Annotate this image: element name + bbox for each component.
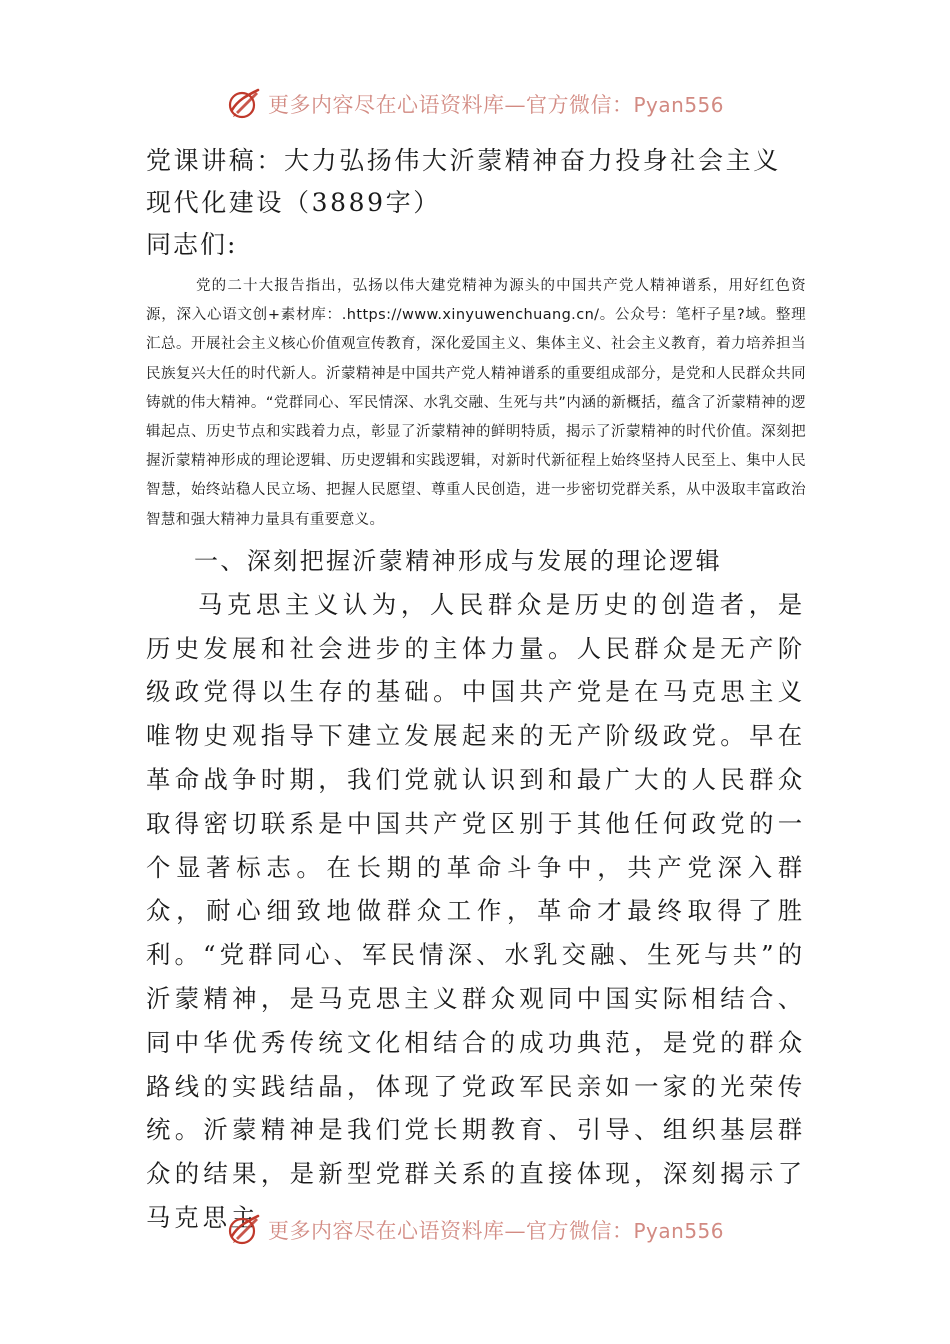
banner-slogan: 更多内容尽在心语资料库—官方微信：	[267, 93, 634, 117]
document-salutation: 同志们:	[146, 230, 238, 259]
pen-circle-logo-icon	[226, 1212, 262, 1248]
footer-banner	[0, 1210, 950, 1250]
document-title: 党课讲稿：大力弘扬伟大沂蒙精神奋力投身社会主义现代化建设（3889字）	[146, 146, 781, 217]
section-1-paragraph: 马克思主义认为，人民群众是历史的创造者，是历史发展和社会进步的主体力量。人民群众是无产阶级政党得以生存的基础。中国共产党是在马克思主义唯物史观指导下建立发展起来的无产阶级政党。早在革命战争时期，我们党就认识到和最广大的人民群众取得密切联系是中国共产党区别于其他任何政党的一个显著标志。在长期的革命斗争中，共产党深入群众，耐心细致地做群众工作，革命才最终取得了胜利。“党群同心、军民情深、水乳交融、生死与共”的沂蒙精神，是马克思主义群众观同中国实际相结合、同中华优秀传统文化相结合的成功典范，是党的群众路线的实践结晶，体现了党政军民亲如一家的光荣传统。沂蒙精神是我们党长期教育、引导、组织基层群众的结果，是新型党群关系的直接体现，深刻揭示了马克思主	[146, 589, 806, 1232]
banner-wechat-id: Pyan556	[633, 93, 724, 117]
pen-circle-logo-icon	[226, 86, 262, 122]
header-banner-content	[226, 86, 724, 122]
document-content	[146, 140, 806, 1240]
banner-wechat-id: Pyan556	[633, 1219, 724, 1243]
banner-slogan: 更多内容尽在心语资料库—官方微信：	[267, 1219, 634, 1243]
header-banner	[0, 84, 950, 124]
section-heading-1: 一、深刻把握沂蒙精神形成与发展的理论逻辑	[194, 546, 722, 575]
footer-banner-content	[226, 1212, 724, 1248]
intro-paragraph: 党的二十大报告指出，弘扬以伟大建党精神为源头的中国共产党人精神谱系，用好红色资源，深入心语文创+素材库：.https://www.xinyuwenchuang.cn/。公众号：笔杆子星?域。整理汇总。开展社会主义核心价值观宣传教育，深化爱国主义、集体主义、社会主义教育，着力培养担当民族复兴大任的时代新人。沂蒙精神是中国共产党人精神谱系的重要组成部分，是党和人民群众共同铸就的伟大精神。“党群同心、军民情深、水乳交融、生死与共”内涵的新概括，蕴含了沂蒙精神的逻辑起点、历史节点和实践着力点，彰显了沂蒙精神的鲜明特质，揭示了沂蒙精神的时代价值。深刻把握沂蒙精神形成的理论逻辑、历史逻辑和实践逻辑，对新时代新征程上始终坚持人民至上、集中人民智慧，始终站稳人民立场、把握人民愿望、尊重人民创造，进一步密切党群关系，从中汲取丰富政治智慧和强大精神力量具有重要意义。	[146, 278, 806, 528]
banner-promo-text	[268, 1215, 724, 1245]
banner-promo-text	[268, 89, 724, 119]
